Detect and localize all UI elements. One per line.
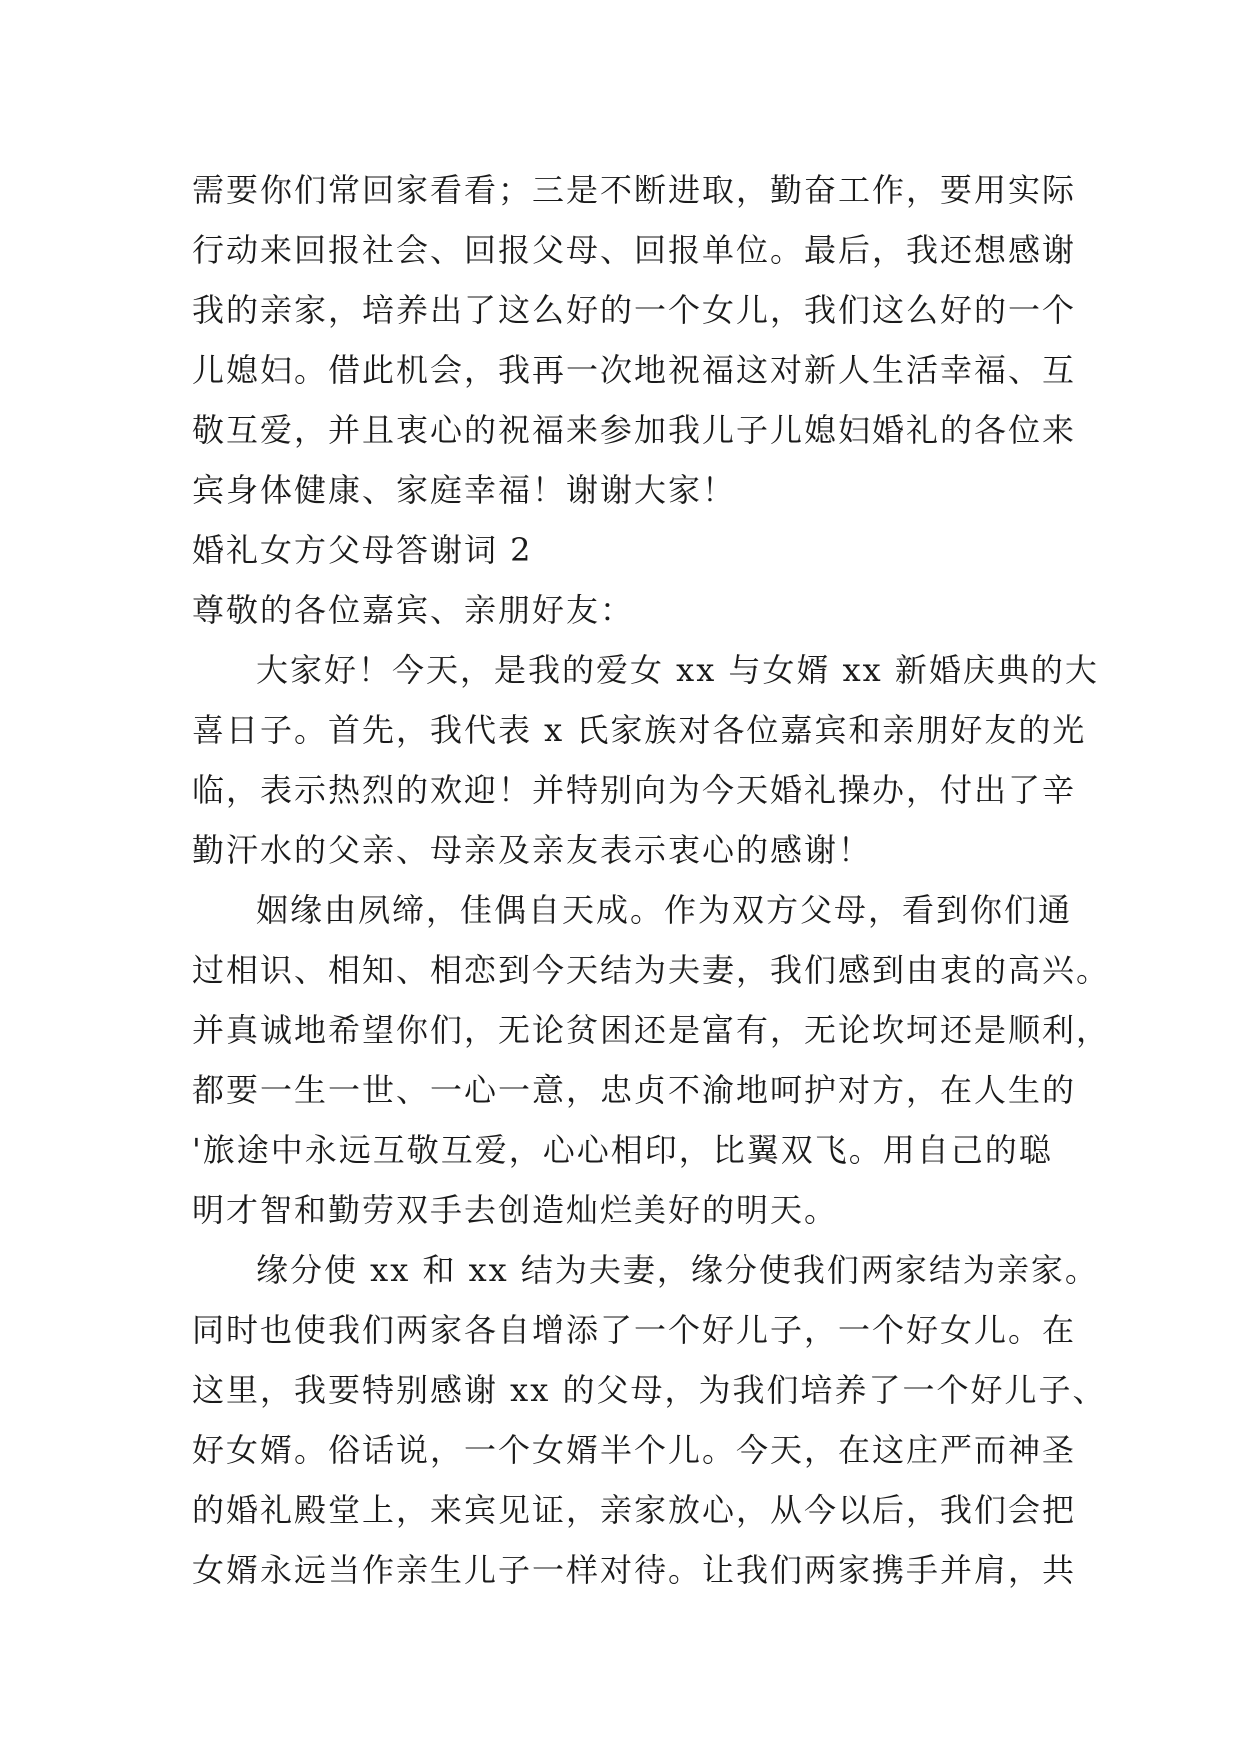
- text-line: 过相识、相知、相恋到今天结为夫妻，我们感到由衷的高兴。: [192, 951, 1111, 989]
- text-line: 女婿永远当作亲生儿子一样对待。让我们两家携手并肩，共: [192, 1551, 1077, 1589]
- text-line: 敬互爱，并且衷心的祝福来参加我儿子儿媳妇婚礼的各位来: [192, 411, 1077, 449]
- text-line: 我的亲家，培养出了这么好的一个女儿，我们这么好的一个: [192, 291, 1077, 329]
- text-line: 并真诚地希望你们，无论贫困还是富有，无论坎坷还是顺利，: [192, 1011, 1111, 1049]
- text-line: 明才智和勤劳双手去创造灿烂美好的明天。: [192, 1191, 839, 1229]
- text-line: 喜日子。首先，我代表 x 氏家族对各位嘉宾和亲朋好友的光: [192, 711, 1087, 749]
- paragraph-start-line: 缘分使 xx 和 xx 结为夫妻，缘分使我们两家结为亲家。: [256, 1251, 1099, 1289]
- paragraph-start-line: 大家好！今天，是我的爱女 xx 与女婿 xx 新婚庆典的大: [256, 651, 1099, 689]
- text-line: 同时也使我们两家各自增添了一个好儿子，一个好女儿。在: [192, 1311, 1077, 1349]
- text-line: 的婚礼殿堂上，来宾见证，亲家放心，从今以后，我们会把: [192, 1491, 1077, 1529]
- section-heading: 婚礼女方父母答谢词 2: [192, 531, 533, 569]
- text-line: 需要你们常回家看看；三是不断进取，勤奋工作，要用实际: [192, 171, 1077, 209]
- text-line: 好女婿。俗话说，一个女婿半个儿。今天，在这庄严而神圣: [192, 1431, 1077, 1469]
- text-line: 都要一生一世、一心一意，忠贞不渝地呵护对方，在人生的: [192, 1071, 1077, 1109]
- text-line: 这里，我要特别感谢 xx 的父母，为我们培养了一个好儿子、: [192, 1371, 1107, 1409]
- text-line: 行动来回报社会、回报父母、回报单位。最后，我还想感谢: [192, 231, 1077, 269]
- text-line: 勤汗水的父亲、母亲及亲友表示衷心的感谢！: [192, 831, 873, 869]
- paragraph-start-line: 姻缘由夙缔，佳偶自天成。作为双方父母，看到你们通: [256, 891, 1073, 929]
- document-body: [192, 160, 1111, 1600]
- text-line: '旅途中永远互敬互爱，心心相印，比翼双飞。用自己的聪: [192, 1131, 1053, 1169]
- text-line: 宾身体健康、家庭幸福！谢谢大家！: [192, 471, 737, 509]
- text-line: 儿媳妇。借此机会，我再一次地祝福这对新人生活幸福、互: [192, 351, 1077, 389]
- salutation: 尊敬的各位嘉宾、亲朋好友：: [192, 591, 635, 629]
- text-line: 临，表示热烈的欢迎！并特别向为今天婚礼操办，付出了辛: [192, 771, 1077, 809]
